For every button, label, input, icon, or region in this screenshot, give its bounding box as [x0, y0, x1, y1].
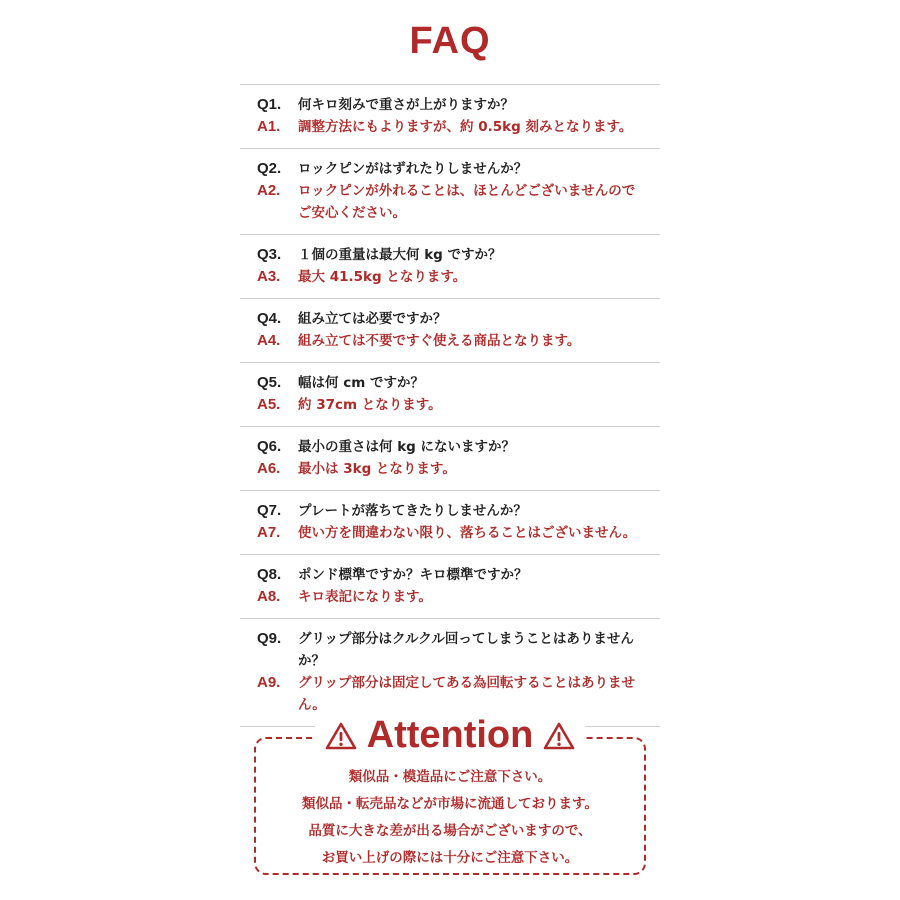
- question-row: [257, 500, 660, 522]
- attention-line: 類似品・転売品などが市場に流通しております。: [302, 796, 598, 812]
- answer-row: [257, 394, 660, 416]
- answer-text: ロックピンが外れることは、ほとんどございませんので ご安心ください。: [298, 183, 636, 221]
- question-text: 何キロ刻みで重さが上がりますか？: [298, 97, 514, 113]
- question-row: [257, 158, 660, 180]
- question-label: Q1.: [257, 96, 282, 113]
- question-text: 組み立ては必要ですか？: [298, 311, 447, 327]
- question-text: ロックピンがはずれたりしませんか？: [298, 161, 528, 177]
- question-text: １個の重量は最大何 kg ですか？: [298, 247, 502, 263]
- faq-item: [240, 619, 660, 727]
- answer-label: A4.: [257, 332, 281, 349]
- answer-label: A1.: [257, 118, 281, 135]
- question-row: [257, 94, 660, 116]
- answer-label: A8.: [257, 588, 281, 605]
- answer-text: 最小は 3kg となります。: [298, 461, 456, 477]
- warning-triangle-icon: [543, 721, 575, 751]
- answer-text: キロ表記になります。: [298, 589, 432, 605]
- faq-item: [240, 491, 660, 555]
- question-row: [257, 244, 660, 266]
- question-label: Q6.: [257, 438, 282, 455]
- attention-line: お買い上げの際には十分にご注意下さい。: [321, 850, 579, 866]
- faq-item: [240, 363, 660, 427]
- answer-label: A3.: [257, 268, 281, 285]
- answer-text: グリップ部分は固定してある為回転することはありません。: [298, 675, 635, 713]
- answer-label: A7.: [257, 524, 281, 541]
- question-text: ポンド標準ですか？キロ標準ですか？: [298, 567, 528, 583]
- page-title: FAQ: [409, 20, 491, 62]
- question-row: [257, 564, 660, 586]
- faq-item: [240, 85, 660, 149]
- answer-row: [257, 116, 660, 138]
- answer-text: 約 37cm となります。: [298, 397, 442, 413]
- attention-header: [0, 714, 900, 757]
- faq-list: [240, 84, 660, 727]
- question-text: 最小の重さは何 kg にないますか？: [298, 439, 516, 455]
- question-label: Q8.: [257, 566, 282, 583]
- answer-row: [257, 330, 660, 352]
- warning-triangle-icon: [325, 721, 357, 751]
- faq-item: [240, 427, 660, 491]
- question-text: プレートが落ちてきたりしませんか？: [298, 503, 527, 519]
- answer-row: [257, 266, 660, 288]
- attention-text: [254, 764, 646, 872]
- faq-item: [240, 555, 660, 619]
- question-row: [257, 372, 660, 394]
- answer-row: [257, 672, 660, 716]
- faq-item: [240, 149, 660, 235]
- answer-text: 調整方法にもよりますが、約 0.5kg 刻みとなります。: [298, 119, 633, 135]
- answer-label: A5.: [257, 396, 281, 413]
- answer-row: [257, 586, 660, 608]
- faq-item: [240, 299, 660, 363]
- answer-label: A9.: [257, 674, 281, 691]
- attention-title: Attention: [366, 714, 534, 756]
- question-label: Q3.: [257, 246, 282, 263]
- faq-item: [240, 235, 660, 299]
- answer-text: 最大 41.5kg となります。: [298, 269, 467, 285]
- question-row: [257, 436, 660, 458]
- question-label: Q9.: [257, 630, 282, 647]
- question-row: [257, 628, 660, 672]
- question-label: Q7.: [257, 502, 282, 519]
- question-text: グリップ部分はクルクル回ってしまうことはありませんか？: [298, 631, 634, 669]
- question-row: [257, 308, 660, 330]
- question-label: Q2.: [257, 160, 282, 177]
- answer-text: 使い方を間違わない限り、落ちることはございません。: [298, 525, 637, 541]
- answer-row: [257, 458, 660, 480]
- answer-row: [257, 180, 660, 224]
- question-label: Q5.: [257, 374, 282, 391]
- question-text: 幅は何 cm ですか？: [298, 375, 424, 391]
- question-label: Q4.: [257, 310, 282, 327]
- attention-line: 品質に大きな差が出る場合がございますので、: [308, 823, 592, 839]
- answer-text: 組み立ては不要ですぐ使える商品となります。: [298, 333, 581, 349]
- attention-line: 類似品・模造品にご注意下さい。: [348, 769, 552, 785]
- answer-label: A2.: [257, 182, 281, 199]
- answer-label: A6.: [257, 460, 281, 477]
- answer-row: [257, 522, 660, 544]
